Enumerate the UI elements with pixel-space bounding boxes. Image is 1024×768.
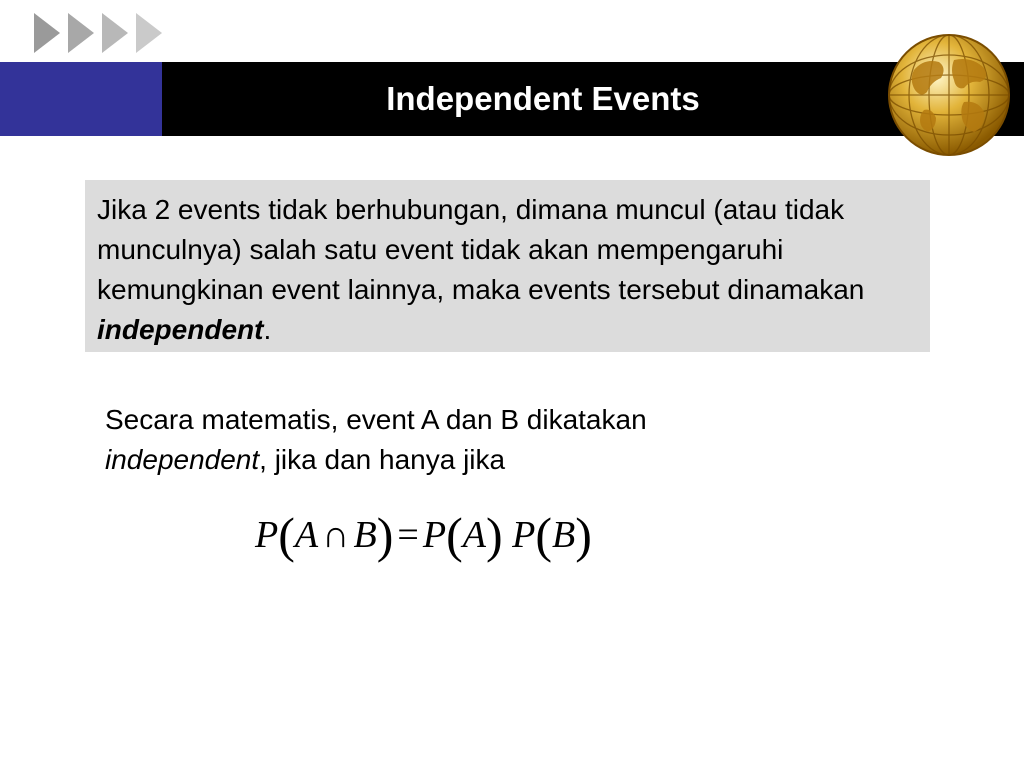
statement-rest: , jika dan hanya jika xyxy=(259,444,506,475)
formula-rparen: ) xyxy=(376,507,394,563)
globe-icon xyxy=(884,30,1014,160)
formula-rparen: ) xyxy=(485,507,503,563)
definition-end: . xyxy=(263,314,272,345)
formula-intersection: ∩ xyxy=(322,514,350,556)
definition-emphasis: independent xyxy=(97,314,264,345)
formula-rparen: ) xyxy=(575,507,592,563)
slide-title: Independent Events xyxy=(386,80,700,117)
definition-box xyxy=(85,180,930,352)
formula-a: A xyxy=(294,514,319,556)
formula-equals: = xyxy=(397,514,419,556)
statement-emphasis: independent xyxy=(105,444,260,475)
statement xyxy=(105,400,865,480)
independence-formula xyxy=(255,505,592,565)
formula-a: A xyxy=(462,514,486,556)
formula-lparen: ( xyxy=(278,507,295,563)
formula-lparen: ( xyxy=(535,507,552,563)
title-bar xyxy=(0,62,1024,136)
statement-line-1: Secara matematis, event A dan B dikatakan xyxy=(105,404,647,435)
statement-line-2 xyxy=(105,440,865,480)
formula-b: B xyxy=(353,514,377,556)
formula-p: P xyxy=(512,514,536,556)
arrow-icon xyxy=(102,13,128,53)
formula-lparen: ( xyxy=(446,507,463,563)
nav-arrows-icon xyxy=(34,13,168,53)
title-accent-block xyxy=(0,62,162,136)
formula-p: P xyxy=(255,514,279,556)
formula-b: B xyxy=(551,514,576,556)
arrow-icon xyxy=(136,13,162,53)
arrow-icon xyxy=(34,13,60,53)
formula-p: P xyxy=(422,514,447,556)
arrow-icon xyxy=(68,13,94,53)
definition-text: Jika 2 events tidak berhubungan, dimana muncul (atau tidak munculnya) salah satu event tidak akan mempengaruhi kemungkinan event lainnya, maka events tersebut dinamakan xyxy=(97,194,865,305)
